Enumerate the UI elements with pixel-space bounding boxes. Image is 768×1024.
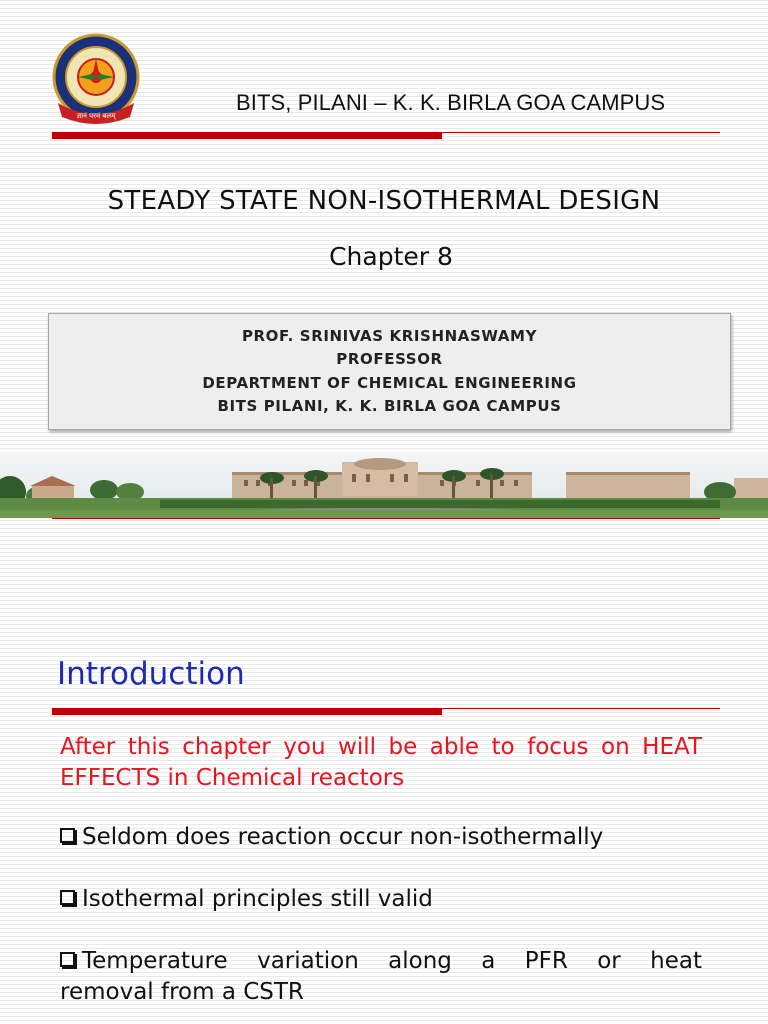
chapter-label: Chapter 8 <box>329 242 453 271</box>
introduction-slide <box>0 648 768 1024</box>
campus-title: BITS, PILANI – K. K. BIRLA GOA CAMPUS <box>236 90 666 115</box>
header-rule-thick <box>52 132 442 139</box>
heading-rule-thin <box>442 708 720 709</box>
author-institution: BITS PILANI, K. K. BIRLA GOA CAMPUS <box>217 397 562 415</box>
presentation-title: STEADY STATE NON-ISOTHERMAL DESIGN <box>107 186 661 216</box>
author-position: PROFESSOR <box>336 350 443 368</box>
bullet-text-line2: removal from a CSTR <box>60 979 304 1005</box>
bullet-text: Seldom does reaction occur non-isothermally <box>82 824 604 850</box>
heading-rule-thick <box>52 708 442 715</box>
bullet-text: Isothermal principles still valid <box>82 886 433 912</box>
logo-motto: ज्ञानं परमं बलम् <box>76 112 116 120</box>
bullet-item <box>60 946 702 1008</box>
intro-text: After this chapter you will be able to focus on HEAT EFFECTS in Chemical reactors <box>60 734 702 791</box>
bullet-item <box>60 884 702 915</box>
author-box <box>48 313 731 430</box>
checkbox-bullet-icon <box>60 890 75 905</box>
author-name: PROF. SRINIVAS KRISHNASWAMY <box>241 326 538 345</box>
panorama-rule <box>52 518 720 519</box>
bits-pilani-logo-icon <box>50 33 142 125</box>
checkbox-bullet-icon <box>60 952 75 967</box>
bullet-item <box>60 822 702 853</box>
campus-panorama-image <box>0 452 768 518</box>
slide-heading: Introduction <box>57 656 245 692</box>
checkbox-bullet-icon <box>60 828 75 843</box>
bullet-text-line1: Temperature variation along a PFR or heat <box>82 948 702 974</box>
author-department: DEPARTMENT OF CHEMICAL ENGINEERING <box>202 373 577 392</box>
header-rule-thin <box>442 132 720 133</box>
